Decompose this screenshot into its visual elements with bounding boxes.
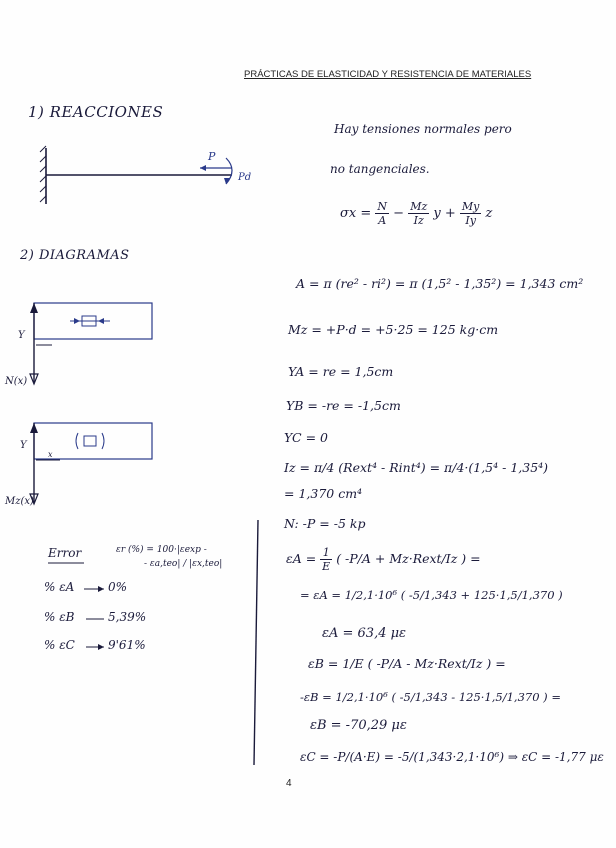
- error-row-a-label: % εA: [44, 580, 75, 594]
- bending-moment-diagram: [30, 423, 152, 504]
- strain-c-equation: εC = -P/(A·E) = -5/(1,343·2,1·10⁶) ⇒ εC = -1,77 με: [300, 750, 604, 764]
- error-formula-line-2: - εa,teo| / |εx,teo|: [144, 559, 223, 569]
- inertia-result: = 1,370 cm⁴: [284, 486, 363, 501]
- reactions-beam-sketch: [40, 146, 232, 204]
- error-row-c-value: 9'61%: [108, 638, 146, 652]
- section-diagrams-title: 2) DIAGRAMAS: [20, 248, 130, 263]
- moment-label: Pd: [238, 172, 252, 183]
- load-label: P: [208, 150, 216, 163]
- note-line-1: Hay tensiones normales pero: [334, 122, 512, 136]
- yb-equation: YB = -re = -1,5cm: [286, 398, 401, 413]
- normal-force-label: N(x): [5, 376, 28, 387]
- page-header: PRÁCTICAS DE ELASTICIDAD Y RESISTENCIA DE MATERIALES: [244, 69, 532, 80]
- error-row-a-value: 0%: [108, 580, 128, 594]
- error-row-b-value: 5,39%: [108, 610, 147, 624]
- axis-y-label-2: Y: [20, 440, 27, 451]
- inertia-equation: Iz = π/4 (Rext⁴ - Rint⁴) = π/4·(1,5⁴ - 1,35⁴): [284, 460, 549, 475]
- strain-b-substitution: -εB = 1/2,1·10⁶ ( -5/1,343 - 125·1,5/1,370 ) =: [300, 690, 561, 704]
- error-formula-line-1: εr (%) = 100·|εexp -: [116, 545, 207, 555]
- axis-x-label: x: [48, 450, 53, 459]
- area-equation: A = π (re² - ri²) = π (1,5² - 1,35²) = 1,343 cm²: [296, 276, 584, 291]
- normal-force-diagram: [30, 303, 152, 384]
- strain-b-result: εB = -70,29 με: [310, 718, 407, 733]
- normal-force-equation: N: -P = -5 kp: [284, 516, 366, 531]
- error-row-c-label: % εC: [44, 638, 75, 652]
- error-row-b-label: % εB: [44, 610, 75, 624]
- axis-y-label: Y: [18, 330, 25, 341]
- sigma-formula: σx = $\frac{N}{A}$ − $\frac{Mz}{Iz}$ y + $\frac{My}{Iy}$ z: [340, 200, 493, 227]
- strain-b-equation: εB = 1/E ( -P/A - Mz·Rext/Iz ) =: [308, 656, 506, 671]
- page-number: 4: [286, 778, 292, 789]
- column-divider: [254, 520, 258, 765]
- strain-a-substitution: = εA = 1/2,1·10⁶ ( -5/1,343 + 125·1,5/1,370 ): [300, 588, 563, 602]
- section-reactions-title: 1) REACCIONES: [28, 103, 164, 121]
- strain-a-result: εA = 63,4 με: [322, 626, 407, 641]
- moment-equation: Mz = +P·d = +5·25 = 125 kg·cm: [288, 322, 499, 337]
- note-line-2: no tangenciales.: [330, 162, 430, 176]
- bending-moment-label: Mz(x): [5, 496, 34, 507]
- ya-equation: YA = re = 1,5cm: [288, 364, 394, 379]
- error-title: Error: [48, 546, 82, 560]
- strain-a-equation: εA = $\frac{1}{E}$ ( -P/A + Mz·Rext/Iz ) =: [286, 546, 481, 573]
- yc-equation: YC = 0: [284, 430, 328, 445]
